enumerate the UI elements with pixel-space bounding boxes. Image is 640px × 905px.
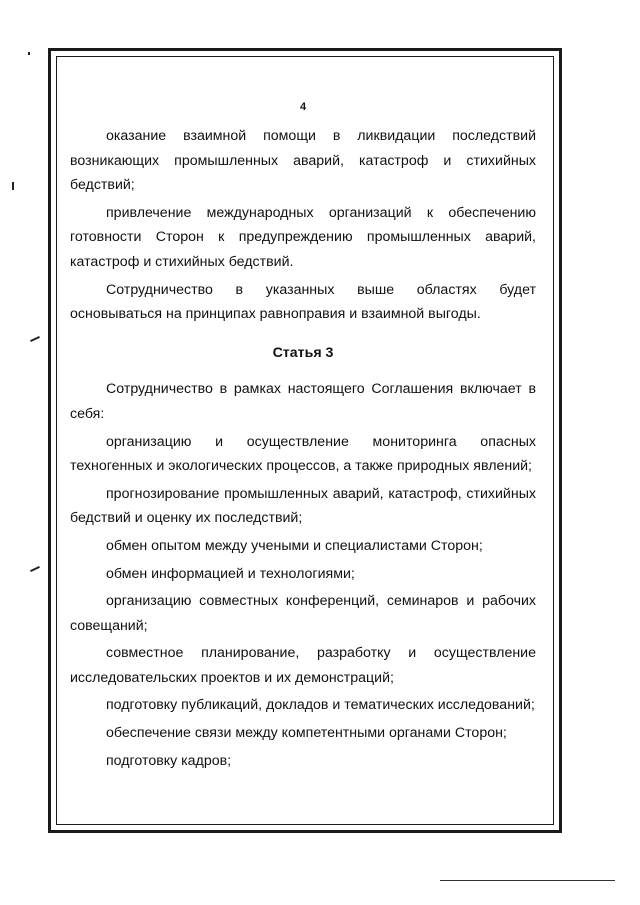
paragraph: Сотрудничество в указанных выше областях будет основываться на принципах равноправия и взаимной выгоды. (70, 281, 536, 323)
document-body (70, 100, 536, 773)
paragraph: обеспечение связи между компетентными органами Сторон; (106, 725, 507, 742)
footer-rule (440, 880, 615, 881)
text-blocks (70, 124, 536, 773)
paragraph: подготовку кадров; (106, 752, 232, 769)
paragraph: обмен опытом между учеными и специалистами Сторон; (106, 537, 483, 554)
paragraph: прогнозирование промышленных аварий, катастроф, стихийных бедствий и оценку их последствий; (70, 485, 536, 527)
paragraph: обмен информацией и технологиями; (106, 565, 355, 582)
paragraph: совместное планирование, разработку и осуществление исследовательских проектов и их демонстраций; (70, 645, 536, 686)
article-heading: Статья 3 (272, 344, 334, 361)
paragraph: организацию совместных конференций, семинаров и рабочих совещаний; (70, 593, 536, 634)
paragraph: оказание взаимной помощи в ликвидации последствий возникающих промышленных аварий, катастроф и стихийных бедствий; (70, 128, 536, 194)
page-number: 4 (299, 101, 307, 113)
scan-mark (30, 336, 40, 342)
paragraph: организацию и осуществление мониторинга опасных техногенных и экологических процессов, а также природных явлений; (70, 433, 536, 475)
paragraph: привлечение международных организаций к обеспечению готовности Сторон к предупреждению промышленных аварий, катастроф и стихийных бедствий. (70, 204, 536, 270)
paragraph: подготовку публикаций, докладов и тематических исследований; (106, 697, 535, 714)
scan-mark (30, 566, 40, 572)
paragraph: Сотрудничество в рамках настоящего Соглашения включает в себя: (70, 381, 536, 422)
scan-mark (28, 52, 30, 55)
scan-mark (12, 182, 14, 190)
